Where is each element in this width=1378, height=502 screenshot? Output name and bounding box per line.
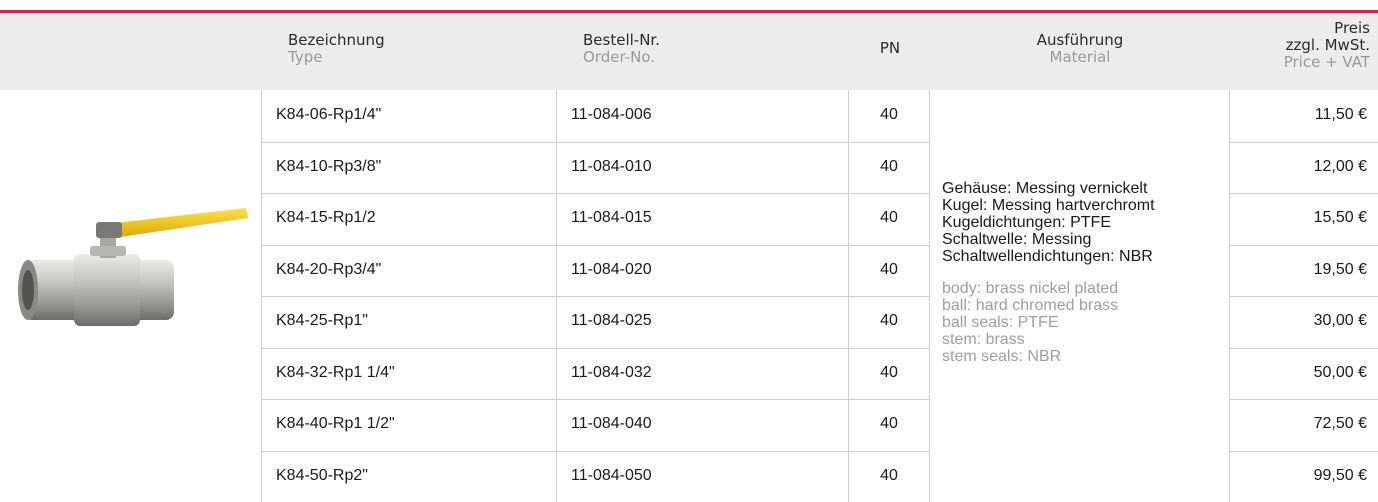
row-divider	[1230, 348, 1378, 349]
header-material	[932, 13, 1228, 90]
cell-price: 72,50 €	[1313, 415, 1367, 432]
cell-price: 12,00 €	[1313, 157, 1367, 175]
row-divider	[849, 193, 929, 194]
cell-pn: 40	[880, 260, 898, 278]
row-divider	[557, 245, 848, 246]
cell-type: K84-25-Rp1"	[276, 312, 368, 329]
row-divider	[557, 193, 848, 194]
header-order-no	[583, 13, 843, 90]
row-divider	[557, 348, 848, 349]
row-divider	[849, 399, 929, 400]
header-designation-en: Type	[288, 48, 323, 66]
cell-price: 99,50 €	[1313, 466, 1367, 484]
row-divider	[849, 348, 929, 349]
row-divider	[557, 142, 848, 143]
row-divider	[262, 296, 556, 297]
row-divider	[262, 399, 556, 400]
material-de	[942, 180, 1232, 265]
row-divider	[849, 451, 929, 452]
cell-pn: 40	[880, 363, 898, 381]
material-line-de: Kugeldichtungen: PTFE	[942, 214, 1111, 231]
header-price-en: Price + VAT	[1283, 53, 1370, 71]
cell-price: 30,00 €	[1313, 312, 1367, 329]
header-price-de-1: Preis	[1334, 19, 1370, 37]
ball-valve-image	[10, 188, 256, 356]
material-line-de: Kugel: Messing hartverchromt	[942, 197, 1155, 214]
row-divider	[849, 142, 929, 143]
cell-order-no: 11-084-050	[571, 466, 652, 484]
row-divider	[262, 348, 556, 349]
row-divider	[849, 245, 929, 246]
row-divider	[557, 296, 848, 297]
row-divider	[262, 451, 556, 452]
row-divider	[557, 451, 848, 452]
cell-order-no: 11-084-015	[571, 209, 652, 226]
cell-price: 50,00 €	[1313, 363, 1367, 381]
material-line-de: Schaltwelle: Messing	[942, 231, 1092, 248]
material-line-en: ball: hard chromed brass	[942, 297, 1119, 314]
cell-type: K84-40-Rp1 1/2"	[276, 415, 395, 432]
cell-price: 11,50 €	[1314, 106, 1367, 123]
row-divider	[1230, 142, 1378, 143]
cell-type: K84-10-Rp3/8"	[276, 157, 382, 175]
material-en	[942, 280, 1232, 365]
material-line-en: ball seals: PTFE	[942, 314, 1059, 331]
cell-price: 15,50 €	[1313, 209, 1367, 226]
cell-pn: 40	[880, 466, 898, 484]
cell-type: K84-15-Rp1/2	[276, 209, 376, 226]
cell-price: 19,50 €	[1313, 260, 1367, 278]
row-divider	[1230, 399, 1378, 400]
cell-pn: 40	[880, 157, 898, 175]
header-price-de-2: zzgl. MwSt.	[1285, 36, 1370, 54]
cell-pn: 40	[880, 209, 898, 226]
row-divider	[1230, 451, 1378, 452]
row-divider	[262, 193, 556, 194]
cell-order-no: 11-084-032	[571, 363, 652, 381]
cell-type: K84-20-Rp3/4"	[276, 260, 382, 278]
cell-order-no: 11-084-025	[571, 312, 652, 329]
row-divider	[849, 296, 929, 297]
cell-order-no: 11-084-020	[571, 260, 652, 278]
cell-type: K84-06-Rp1/4"	[276, 106, 382, 123]
column-divider	[929, 90, 930, 502]
cell-order-no: 11-084-040	[571, 415, 652, 432]
row-divider	[262, 142, 556, 143]
header-designation-de: Bezeichnung	[288, 31, 385, 49]
header-pn	[853, 13, 927, 90]
material-line-de: Gehäuse: Messing vernickelt	[942, 180, 1148, 197]
header-material-en: Material	[1049, 48, 1111, 66]
cell-pn: 40	[880, 312, 898, 329]
cell-pn: 40	[880, 415, 898, 432]
header-order-no-en: Order-No.	[583, 48, 655, 66]
row-divider	[557, 399, 848, 400]
material-line-en: body: brass nickel plated	[942, 280, 1119, 297]
header-price	[1232, 13, 1370, 90]
material-description	[942, 180, 1232, 365]
material-line-en: stem seals: NBR	[942, 348, 1062, 365]
header-order-no-de: Bestell-Nr.	[583, 31, 660, 49]
cell-order-no: 11-084-006	[571, 106, 652, 123]
header-material-de: Ausführung	[1036, 31, 1124, 49]
row-divider	[1230, 193, 1378, 194]
material-line-en: stem: brass	[942, 331, 1025, 348]
header-pn-label: PN	[879, 39, 901, 57]
row-divider	[262, 245, 556, 246]
cell-pn: 40	[880, 106, 898, 123]
row-divider	[1230, 245, 1378, 246]
cell-type: K84-32-Rp1 1/4"	[276, 363, 395, 381]
cell-order-no: 11-084-010	[571, 157, 652, 175]
cell-type: K84-50-Rp2"	[276, 466, 368, 484]
row-divider	[1230, 296, 1378, 297]
material-line-de: Schaltwellendichtungen: NBR	[942, 248, 1153, 265]
header-designation	[288, 13, 548, 90]
